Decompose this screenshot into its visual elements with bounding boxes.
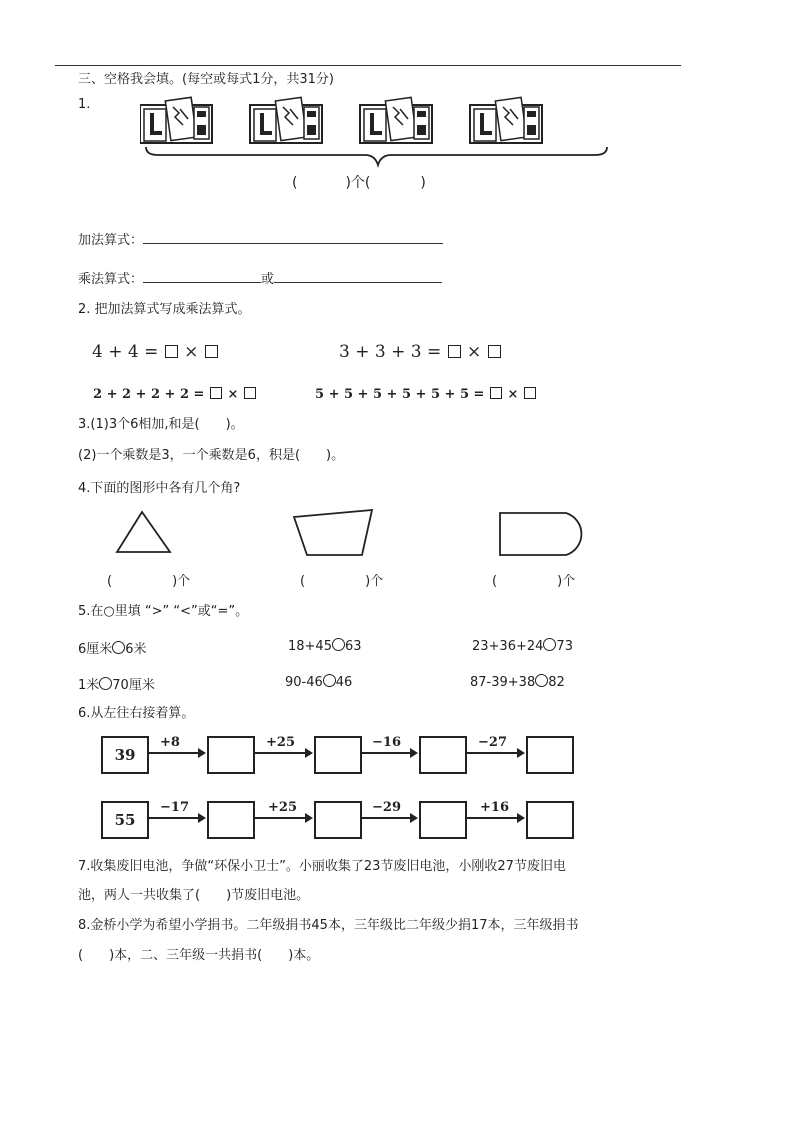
operation-label: +25	[266, 735, 295, 750]
answer-box[interactable]	[207, 801, 255, 839]
times-sign: ×	[507, 387, 519, 402]
q5-item	[472, 638, 573, 654]
compare-circle[interactable]	[543, 638, 556, 651]
answer-box[interactable]	[448, 345, 461, 358]
or-text: 或	[261, 272, 275, 287]
q6-prompt: 6.从左往右接着算。	[78, 706, 195, 721]
answer-box[interactable]	[490, 387, 502, 399]
answer-box[interactable]	[207, 736, 255, 774]
q4-answer-1	[107, 570, 190, 589]
eq-text: 3 + 3 + 3 =	[339, 342, 442, 362]
operation-label: −27	[478, 735, 507, 750]
operation-label: +25	[268, 800, 297, 815]
q7-line-1: 7.收集废旧电池，争做“环保小卫士”。小丽收集了23节废旧电池，小刚收27节废旧电	[78, 859, 566, 874]
eq-text: 4 + 4 =	[92, 342, 159, 362]
book-bundle	[250, 97, 322, 143]
q5-item	[288, 638, 362, 654]
answer-box[interactable]	[526, 801, 574, 839]
eq-text: 2 + 2 + 2 + 2 =	[93, 387, 205, 402]
q3-part-1: 3.(1)3个6相加,和是( )。	[78, 417, 244, 432]
arrow	[465, 817, 523, 819]
answer-box[interactable]	[205, 345, 218, 358]
answer-box[interactable]	[244, 387, 256, 399]
blank-right: )个	[365, 574, 384, 589]
quadrilateral-shape	[294, 510, 372, 555]
arrow	[253, 817, 311, 819]
answer-box[interactable]	[524, 387, 536, 399]
book-bundles-illustration	[140, 95, 620, 170]
compare-circle[interactable]	[112, 641, 125, 654]
blank-left: (	[107, 574, 113, 589]
multiplication-label: 乘法算式：	[78, 272, 144, 287]
q5-item	[78, 674, 155, 693]
header-rule	[55, 65, 681, 66]
section-title: 三、空格我会填。(每空或每式1分，共31分)	[78, 72, 334, 87]
q5-prompt: 5.在○里填 “>” “<”或“=”。	[78, 604, 249, 619]
addition-answer-line[interactable]	[143, 243, 443, 244]
answer-box[interactable]	[419, 801, 467, 839]
answer-box[interactable]	[314, 801, 362, 839]
paren-mid: )个(	[345, 175, 371, 191]
arrow	[253, 752, 311, 754]
item-right: 63	[344, 639, 362, 654]
book-bundle	[360, 97, 432, 143]
times-sign: ×	[227, 387, 239, 402]
item-right: 46	[335, 675, 353, 690]
operation-label: −29	[372, 800, 401, 815]
q5-item	[285, 674, 352, 690]
answer-box[interactable]	[419, 736, 467, 774]
arrow	[147, 752, 204, 754]
times-sign: ×	[184, 342, 199, 362]
item-left: 23+36+24	[472, 639, 544, 654]
multiplication-answer-line-1[interactable]	[143, 282, 261, 283]
compare-circle[interactable]	[332, 638, 345, 651]
compare-circle[interactable]	[535, 674, 548, 687]
compare-circle[interactable]	[99, 677, 112, 690]
q1-count-blank	[292, 172, 426, 192]
chain-start-box: 55	[101, 801, 149, 839]
answer-box[interactable]	[165, 345, 178, 358]
q4-answer-3	[492, 570, 575, 589]
operation-label: +16	[480, 800, 509, 815]
compare-circle[interactable]	[323, 674, 336, 687]
blank-left: (	[492, 574, 498, 589]
book-bundle	[470, 97, 542, 143]
operation-label: +8	[160, 735, 180, 750]
q2-equation-3	[93, 387, 257, 402]
paren-left: (	[292, 175, 298, 191]
times-sign: ×	[467, 342, 482, 362]
multiplication-answer-line-2[interactable]	[274, 282, 442, 283]
item-right: 73	[556, 639, 573, 654]
q2-equation-2	[339, 342, 502, 362]
answer-box[interactable]	[210, 387, 222, 399]
arrow	[147, 817, 204, 819]
eq-text: 5 + 5 + 5 + 5 + 5 + 5 =	[315, 387, 485, 402]
q4-prompt: 4.下面的图形中各有几个角?	[78, 481, 241, 496]
q2-equation-4	[315, 387, 537, 402]
q3-part-2: (2)一个乘数是3，一个乘数是6，积是( )。	[78, 448, 345, 463]
blank-right: )个	[557, 574, 576, 589]
q4-shapes	[110, 505, 590, 565]
book-bundle	[140, 97, 212, 143]
paren-right: )	[420, 175, 426, 191]
addition-line	[78, 229, 443, 248]
item-left: 87-39+38	[470, 675, 536, 690]
chain-start-box: 39	[101, 736, 149, 774]
answer-box[interactable]	[488, 345, 501, 358]
q2-equation-1	[92, 342, 219, 362]
blank-left: (	[300, 574, 306, 589]
q2-prompt: 2. 把加法算式写成乘法算式。	[78, 302, 251, 317]
arrow	[360, 817, 416, 819]
arrow	[465, 752, 523, 754]
answer-box[interactable]	[526, 736, 574, 774]
operation-label: −17	[160, 800, 189, 815]
rounded-shape	[500, 513, 581, 555]
q8-line-1: 8.金桥小学为希望小学捐书。二年级捐书45本，三年级比二年级少捐17本，三年级捐书	[78, 918, 579, 933]
q5-item	[78, 638, 147, 657]
brace	[146, 147, 607, 165]
operation-label: −16	[372, 735, 401, 750]
item-left: 18+45	[288, 639, 332, 654]
item-right: 6米	[125, 642, 147, 657]
answer-box[interactable]	[314, 736, 362, 774]
item-left: 1米	[78, 678, 100, 693]
q4-answer-2	[300, 570, 383, 589]
multiplication-line	[78, 268, 442, 287]
q8-line-2: ( )本，二、三年级一共捐书( )本。	[78, 948, 320, 963]
addition-label: 加法算式：	[78, 233, 144, 248]
q7-line-2: 池，两人一共收集了( )节废旧电池。	[78, 888, 310, 903]
item-left: 6厘米	[78, 642, 113, 657]
item-right: 82	[548, 675, 565, 690]
arrow	[360, 752, 416, 754]
item-left: 90-46	[285, 675, 323, 690]
blank-right: )个	[172, 574, 191, 589]
item-right: 70厘米	[112, 678, 155, 693]
q5-item	[470, 674, 565, 690]
q1-number: 1.	[78, 97, 91, 112]
triangle-shape	[117, 512, 170, 552]
